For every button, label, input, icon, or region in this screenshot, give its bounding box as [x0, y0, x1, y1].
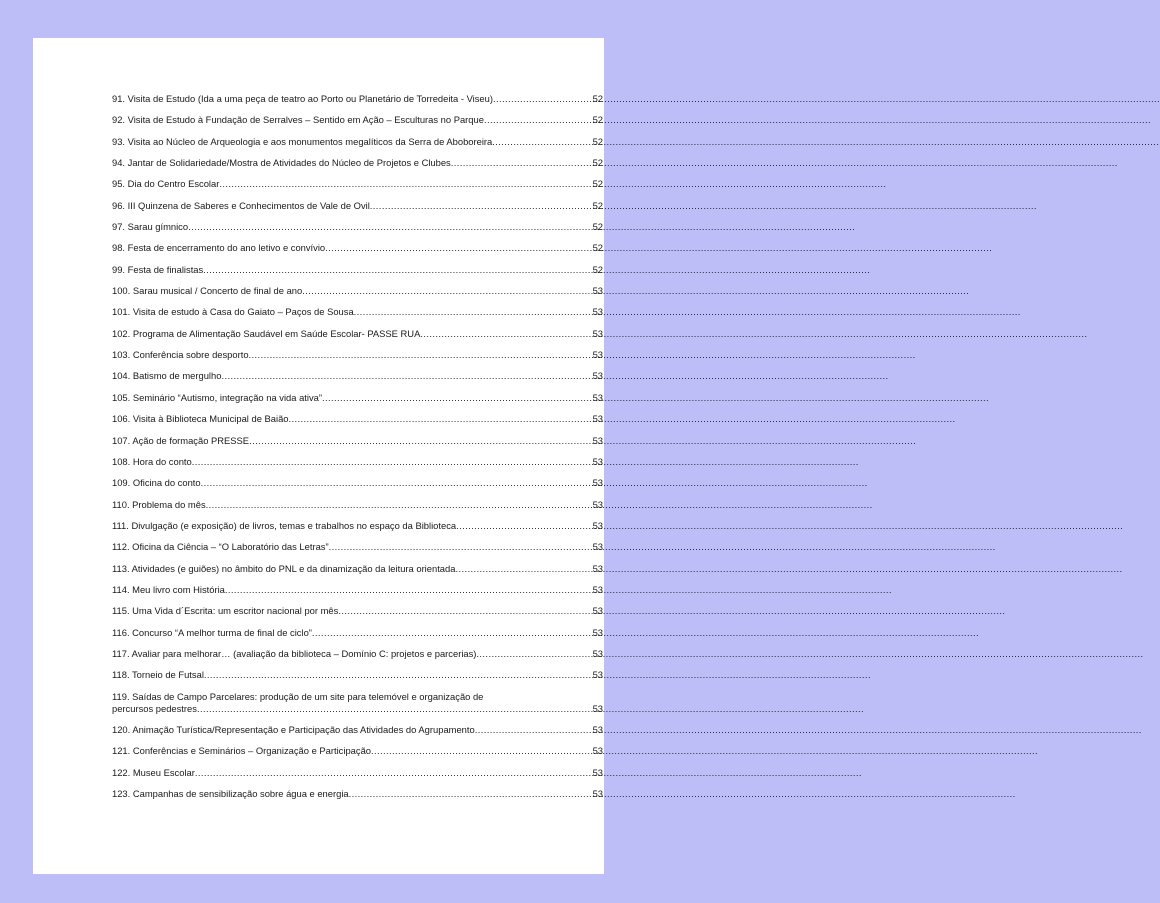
toc-entry[interactable]: [112, 435, 603, 447]
toc-entry-page-number: 53: [592, 370, 603, 382]
toc-entry-title: 117. Avaliar para melhorar… (avaliação da biblioteca – Domínio C: projetos e parcerias): [112, 647, 477, 659]
dot-leader: [371, 745, 593, 757]
toc-entry-title: 96. III Quinzena de Saberes e Conhecimentos de Vale de Ovil: [112, 199, 370, 211]
toc-entry-title: 97. Sarau gímnico: [112, 221, 189, 233]
toc-entry[interactable]: [112, 136, 603, 148]
toc-entry[interactable]: [112, 392, 603, 404]
toc-entry[interactable]: [112, 788, 603, 800]
toc-entry-page-number: 53: [592, 519, 603, 531]
toc-entry[interactable]: [112, 456, 603, 468]
toc-entry[interactable]: [112, 242, 603, 254]
toc-entry-page-number: 52: [592, 263, 603, 275]
toc-entry[interactable]: [112, 328, 603, 340]
toc-entry-page-number: 53: [592, 327, 603, 339]
dot-leader: [456, 520, 592, 532]
toc-entry-title: 108. Hora do conto: [112, 455, 192, 467]
toc-entry-title-line1: 119. Saídas de Campo Parcelares: produção de um site para telemóvel e organização de: [112, 690, 484, 702]
toc-entry[interactable]: [112, 221, 603, 233]
toc-entry[interactable]: [112, 413, 603, 425]
dot-leader: [329, 541, 593, 553]
toc-entry-title: 95. Dia do Centro Escolar: [112, 178, 220, 190]
toc-entry-title: 102. Programa de Alimentação Saudável em Saúde Escolar- PASSE RUA: [112, 327, 421, 339]
toc-entry-title: 116. Concurso “A melhor turma de final de ciclo”: [112, 626, 312, 638]
dot-leader: [475, 724, 593, 736]
toc-entry-page-number: 53: [592, 455, 603, 467]
toc-entry[interactable]: [112, 178, 603, 190]
toc-entry[interactable]: [112, 648, 603, 660]
dot-leader: [493, 93, 593, 105]
toc-entry[interactable]: [112, 349, 603, 361]
toc-entry-page-number: 53: [592, 498, 603, 510]
toc-entry-title: 120. Animação Turística/Representação e Participação das Atividades do Agrupamento: [112, 723, 475, 735]
toc-entry-page-number: 53: [592, 723, 603, 735]
dot-leader: [451, 157, 593, 169]
dot-leader: [302, 285, 592, 297]
toc-entry-page-number: 53: [592, 541, 603, 553]
dot-leader: [370, 200, 593, 212]
toc-entry[interactable]: [112, 114, 603, 126]
toc-entry[interactable]: [112, 285, 603, 297]
dot-leader: [420, 328, 592, 340]
toc-entry-page-number: 53: [592, 583, 603, 595]
toc-entry-title: 99. Festa de finalistas: [112, 263, 204, 275]
toc-entry-title: 100. Sarau musical / Concerto de final de ano: [112, 285, 303, 297]
toc-entry[interactable]: [112, 306, 603, 318]
dot-leader: [312, 627, 593, 639]
dot-leader: [455, 563, 592, 575]
dot-leader: [197, 703, 593, 715]
toc-entry[interactable]: [112, 264, 603, 276]
toc-entry[interactable]: [112, 584, 603, 596]
toc-entry-title: 104. Batismo de mergulho: [112, 370, 222, 382]
toc-entry[interactable]: [112, 627, 603, 639]
dot-leader: [338, 605, 592, 617]
dot-leader: [201, 477, 593, 489]
toc-entry[interactable]: [112, 541, 603, 553]
toc-entry-title: 107. Ação de formação PRESSE: [112, 434, 250, 446]
toc-entry-title: 103. Conferência sobre desporto: [112, 349, 249, 361]
toc-entry-page-number: 52: [592, 93, 603, 104]
toc-entry-title: 115. Uma Vida d´Escrita: um escritor nacional por mês: [112, 605, 339, 617]
toc-entry-title: 101. Visita de estudo à Casa do Gaiato – Paços de Sousa: [112, 306, 354, 318]
toc-entry[interactable]: [112, 563, 603, 575]
toc-entry[interactable]: [112, 200, 603, 212]
toc-entry-page-number: 52: [592, 114, 603, 126]
toc-entry-title: 93. Visita ao Núcleo de Arqueologia e aos monumentos megalíticos da Serra de Aboboreira: [112, 135, 493, 147]
dot-leader: [192, 456, 593, 468]
toc-entry[interactable]: [112, 157, 603, 169]
toc-entry-page-number: 53: [592, 702, 603, 714]
toc-entry-page-number: 53: [592, 413, 603, 425]
toc-entry[interactable]: [112, 520, 603, 532]
table-of-contents: [112, 93, 603, 809]
toc-entry-page-number: 53: [592, 669, 603, 681]
dot-leader: [221, 370, 592, 382]
toc-entry-page-number: 52: [592, 135, 603, 147]
dot-leader: [322, 392, 593, 404]
dot-leader: [219, 178, 592, 190]
toc-entry-title: 121. Conferências e Seminários – Organização e Participação: [112, 745, 371, 757]
toc-entry-title: 123. Campanhas de sensibilização sobre água e energia: [112, 788, 349, 799]
dot-leader: [206, 499, 593, 511]
toc-entry-title: 91. Visita de Estudo (Ida a uma peça de teatro ao Porto ou Planetário de Torredeita - Viseu): [112, 93, 493, 104]
toc-entry-title: 118. Torneio de Futsal: [112, 669, 204, 681]
toc-entry-page-number: 53: [592, 391, 603, 403]
toc-entry-page-number: 52: [592, 178, 603, 190]
toc-entry-page-number: 53: [592, 605, 603, 617]
toc-entry-page-number: 53: [592, 434, 603, 446]
toc-entry-page-number: 53: [592, 306, 603, 318]
toc-entry-title: 106. Visita à Biblioteca Municipal de Baião: [112, 413, 289, 425]
toc-entry[interactable]: [112, 745, 603, 757]
toc-entry-page-number: 53: [592, 349, 603, 361]
toc-entry-page-number: 52: [592, 242, 603, 254]
toc-entry-title: 92. Visita de Estudo à Fundação de Serralves – Sentido em Ação – Esculturas no Parque: [112, 114, 484, 126]
toc-entry-page-number: 53: [592, 285, 603, 297]
toc-entry[interactable]: [112, 93, 603, 105]
dot-leader: [249, 349, 593, 361]
toc-entry-page-number: 53: [592, 766, 603, 778]
dot-leader: [289, 413, 593, 425]
toc-entry-page-number: 53: [592, 788, 603, 799]
toc-entry[interactable]: [112, 724, 603, 736]
toc-entry-page-number: 52: [592, 157, 603, 169]
dot-leader: [476, 648, 592, 660]
toc-entry-page-number: 53: [592, 562, 603, 574]
toc-entry-title: 105. Seminário “Autismo, integração na vida ativa”: [112, 391, 323, 403]
dot-leader: [354, 306, 593, 318]
dot-leader: [195, 767, 593, 779]
toc-entry-title: 122. Museu Escolar: [112, 766, 195, 778]
toc-entry-title: 113. Atividades (e guiões) no âmbito do PNL e da dinamização da leitura orientada: [112, 562, 456, 574]
dot-leader: [325, 242, 592, 254]
toc-entry-page-number: 52: [592, 221, 603, 233]
dot-leader: [203, 264, 592, 276]
toc-entry-title: 94. Jantar de Solidariedade/Mostra de Atividades do Núcleo de Projetos e Clubes: [112, 157, 451, 169]
toc-entry[interactable]: [112, 605, 603, 617]
toc-entry[interactable]: [112, 499, 603, 511]
toc-entry-page-number: 53: [592, 647, 603, 659]
toc-entry-title: 112. Oficina da Ciência – “O Laboratório das Letras”: [112, 541, 329, 553]
toc-entry-title: 98. Festa de encerramento do ano letivo e convívio: [112, 242, 326, 254]
toc-entry-page-number: 53: [592, 477, 603, 489]
toc-entry-page-number: 52: [592, 199, 603, 211]
dot-leader: [188, 221, 592, 233]
toc-entry-page-number: 53: [592, 745, 603, 757]
toc-entry-title: percursos pedestres: [112, 702, 197, 714]
dot-leader: [484, 114, 593, 126]
toc-entry-title: 110. Problema do mês: [112, 498, 206, 510]
dot-leader: [492, 136, 592, 148]
toc-entry[interactable]: [112, 370, 603, 382]
dot-leader: [225, 584, 593, 596]
toc-entry[interactable]: [112, 477, 603, 489]
toc-entry-title: 109. Oficina do conto: [112, 477, 201, 489]
toc-entry[interactable]: [112, 691, 603, 715]
toc-entry-title: 114. Meu livro com História: [112, 583, 225, 595]
toc-entry-title: 111. Divulgação (e exposição) de livros, temas e trabalhos no espaço da Biblioteca: [112, 519, 457, 531]
dot-leader: [204, 669, 593, 681]
toc-entry-page-number: 53: [592, 626, 603, 638]
toc-entry[interactable]: [112, 669, 603, 681]
dot-leader: [349, 788, 593, 800]
dot-leader: [249, 435, 593, 447]
toc-entry[interactable]: [112, 767, 603, 779]
document-page: [33, 38, 604, 874]
